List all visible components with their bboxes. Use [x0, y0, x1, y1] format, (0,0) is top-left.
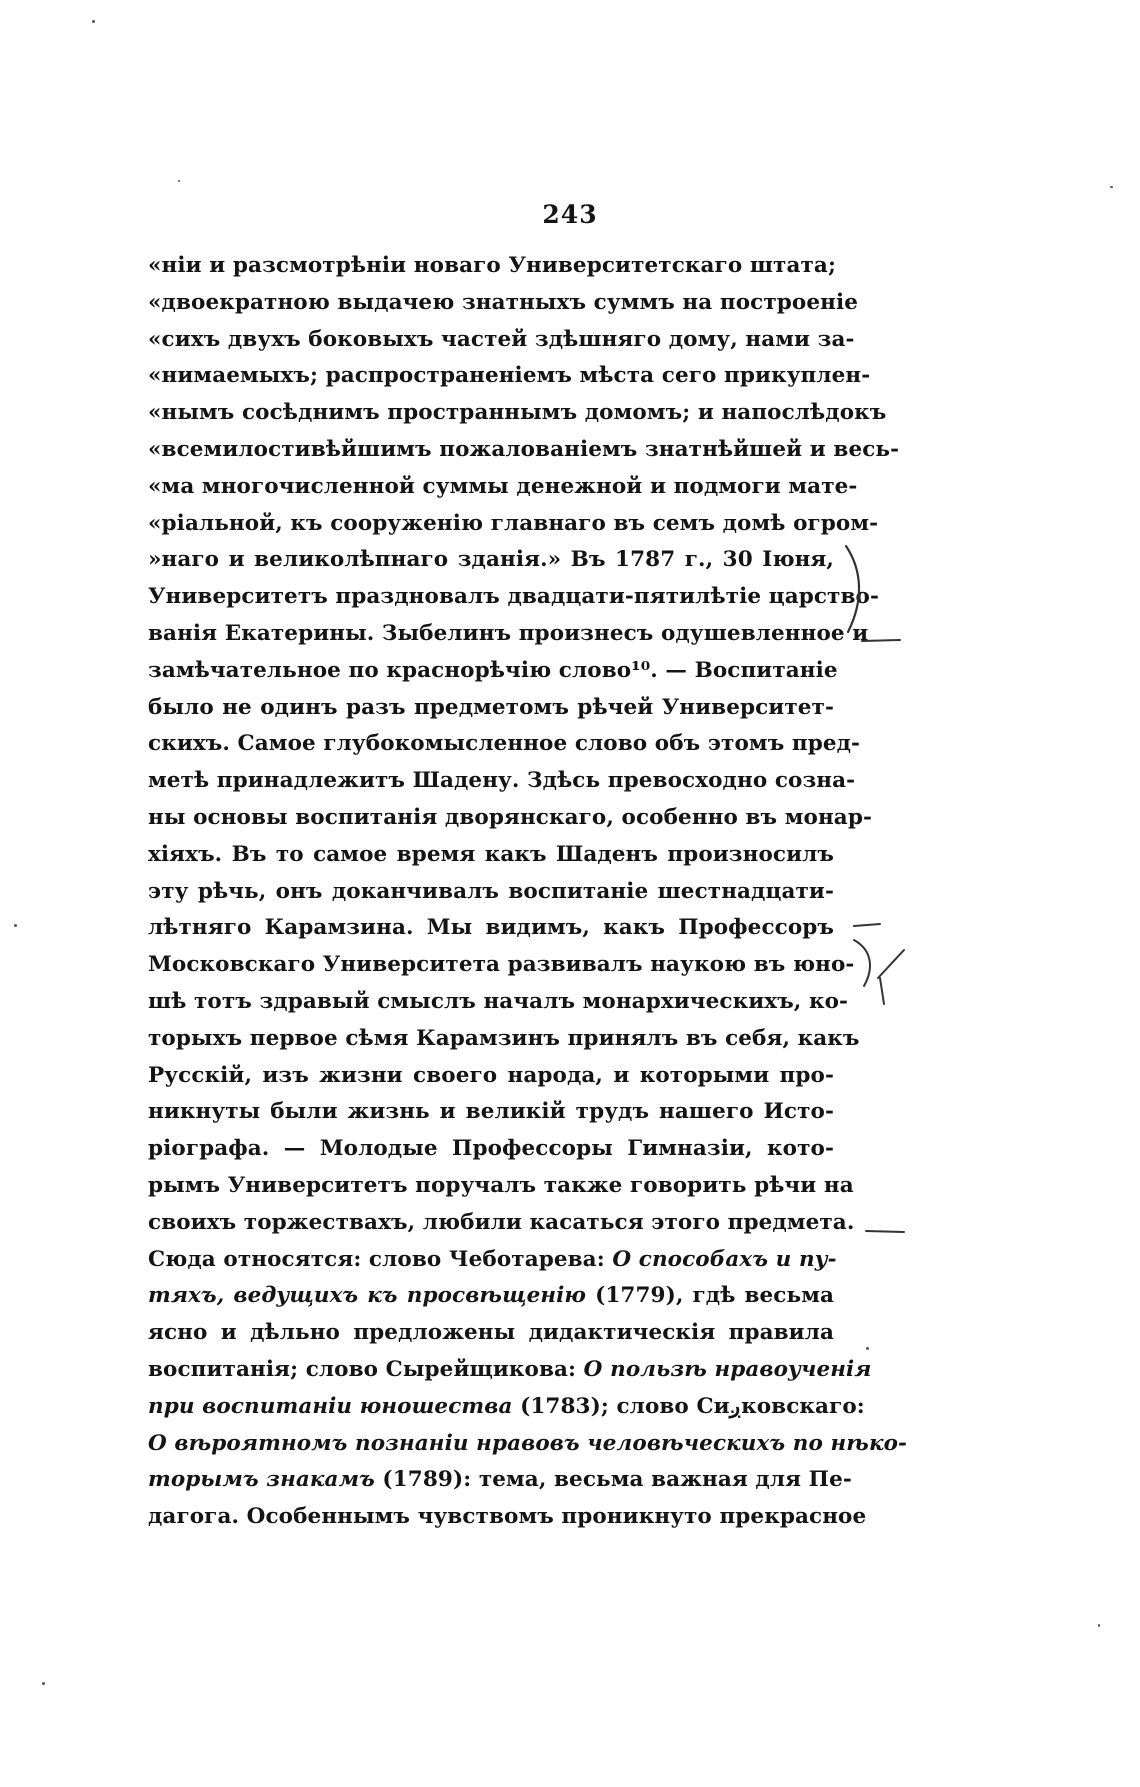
scan-speck: [178, 180, 180, 182]
text-line: [148, 358, 871, 395]
text-line: [148, 1168, 854, 1205]
text-line: [148, 579, 879, 616]
text-segment: никнуты были жизнь и великій трудъ нашего Исто-: [148, 1099, 834, 1125]
text-line: [148, 726, 861, 763]
text-line: [148, 1021, 860, 1058]
text-line: [148, 506, 879, 543]
text-segment: было не одинъ разъ предметомъ рѣчей Университет-: [148, 694, 834, 720]
italic-text-segment: О пользѣ нравоученія: [583, 1356, 872, 1382]
text-segment: «сихъ двухъ боковыхъ частей здѣшняго дому, нами за-: [148, 326, 855, 352]
text-line: [148, 616, 869, 653]
text-line: [148, 837, 834, 874]
italic-text-segment: О способахъ и пу-: [612, 1246, 837, 1272]
text-segment: Университетъ праздновалъ двадцати-пятилѣтіе царство-: [148, 584, 879, 610]
margin-bracket-mark: [838, 540, 878, 640]
text-segment: (1779), гдѣ весьма: [586, 1283, 834, 1309]
text-line: [148, 1094, 834, 1131]
text-segment: «ріальной, къ сооруженію главнаго въ семъ домѣ огром-: [148, 510, 879, 536]
text-line: [148, 432, 900, 469]
text-segment: «двоекратною выдачею знатныхъ суммъ на построеніе: [148, 289, 859, 315]
text-segment: шѣ тотъ здравый смыслъ началъ монархическихъ, ко-: [148, 988, 849, 1014]
text-line: [148, 248, 834, 285]
scan-speck: [42, 1682, 45, 1685]
text-segment: лѣтняго Карамзина. Мы видимъ, какъ Профессоръ: [148, 915, 834, 941]
text-segment: своихъ торжествахъ, любили касаться этого предмета.: [148, 1209, 855, 1235]
text-line: [148, 285, 859, 322]
scan-speck: [1098, 1624, 1100, 1627]
text-segment: «нымъ сосѣднимъ пространнымъ домомъ; и напослѣдокъ: [148, 400, 887, 426]
text-segment: (1783); слово Сиږковскаго:: [512, 1393, 865, 1419]
margin-check-mark: [850, 920, 930, 1010]
text-line: [148, 395, 887, 432]
text-line: [148, 984, 849, 1021]
italic-text-segment: О вѣроятномъ познаніи нравовъ человѣческихъ по нѣко-: [148, 1430, 908, 1456]
text-segment: »наго и великолѣпнаго зданія.» Въ 1787 г., 30 Іюня,: [148, 547, 834, 573]
text-segment: дагога. Особеннымъ чувствомъ проникнуто прекрасное: [148, 1504, 867, 1530]
margin-dash-mark: [860, 636, 904, 646]
text-line: [148, 469, 858, 506]
text-segment: «нимаемыхъ; распространеніемъ мѣста сего прикуплен-: [148, 363, 871, 389]
text-segment: воспитанія; слово Сырейщикова:: [148, 1356, 584, 1382]
text-line: [148, 1058, 834, 1095]
text-segment: «ма многочисленной суммы денежной и подмоги мате-: [148, 473, 858, 499]
text-segment: торыхъ первое сѣмя Карамзинъ принялъ въ себя, какъ: [148, 1025, 860, 1051]
text-line: [148, 1205, 855, 1242]
text-segment: замѣчательное по краснорѣчію слово¹⁰. — Воспитаніе: [148, 657, 838, 683]
text-segment: «всемилостивѣйшимъ пожалованіемъ знатнѣйшей и весь-: [148, 436, 900, 462]
scan-speck: [14, 924, 17, 927]
text-segment: ны основы воспитанія дворянскаго, особенно въ монар-: [148, 804, 872, 830]
text-line: [148, 542, 834, 579]
text-segment: метѣ принадлежитъ Шадену. Здѣсь превосходно созна-: [148, 768, 856, 794]
text-segment: эту рѣчь, онъ доканчивалъ воспитаніе шестнадцати-: [148, 878, 834, 904]
text-line: [148, 1462, 852, 1499]
text-segment: Русскій, изъ жизни своего народа, и которыми про-: [148, 1062, 834, 1088]
text-line: [148, 1278, 834, 1315]
text-line: [148, 1352, 872, 1389]
text-line: [148, 1389, 865, 1426]
text-segment: Московскаго Университета развивалъ наукою въ юно-: [148, 952, 855, 978]
text-segment: (1789): тема, весьма важная для Пе-: [374, 1467, 852, 1493]
text-segment: рымъ Университетъ поручалъ также говорить рѣчи на: [148, 1172, 854, 1198]
text-line: [148, 874, 834, 911]
text-segment: ванія Екатерины. Зыбелинъ произнесъ одушевленное и: [148, 620, 869, 646]
italic-text-segment: тяхъ, ведущихъ къ просвѣщенію: [148, 1283, 587, 1309]
text-segment: Сюда относятся: слово Чеботарева:: [148, 1246, 613, 1272]
text-line: [148, 1315, 834, 1352]
italic-text-segment: при воспитаніи юношества: [148, 1393, 513, 1419]
text-line: [148, 653, 838, 690]
text-line: [148, 1242, 837, 1279]
text-line: [148, 800, 872, 837]
italic-text-segment: торымъ знакамъ: [148, 1467, 375, 1493]
text-line: [148, 947, 855, 984]
text-line: [148, 1131, 834, 1168]
text-line: [148, 1499, 867, 1536]
text-segment: скихъ. Самое глубокомысленное слово объ этомъ пред-: [148, 731, 861, 757]
scan-speck: [92, 20, 95, 23]
text-segment: хіяхъ. Въ то самое время какъ Шаденъ произносилъ: [148, 841, 834, 867]
page-number: 243: [542, 200, 598, 229]
body-text: [148, 248, 908, 1536]
text-segment: ріографа. — Молодые Профессоры Гимназіи, кото-: [148, 1136, 834, 1162]
text-line: [148, 322, 855, 359]
text-line: [148, 910, 834, 947]
text-line: [148, 690, 834, 727]
text-line: [148, 1426, 908, 1463]
scan-speck: [866, 1347, 869, 1350]
margin-dash-mark-lower: [864, 1226, 908, 1236]
text-segment: «ніи и разсмотрѣніи новаго Университетскаго штата;: [148, 253, 836, 278]
scan-speck: [1110, 186, 1113, 188]
text-line: [148, 763, 856, 800]
text-segment: ясно и дѣльно предложены дидактическія правила: [148, 1320, 834, 1346]
